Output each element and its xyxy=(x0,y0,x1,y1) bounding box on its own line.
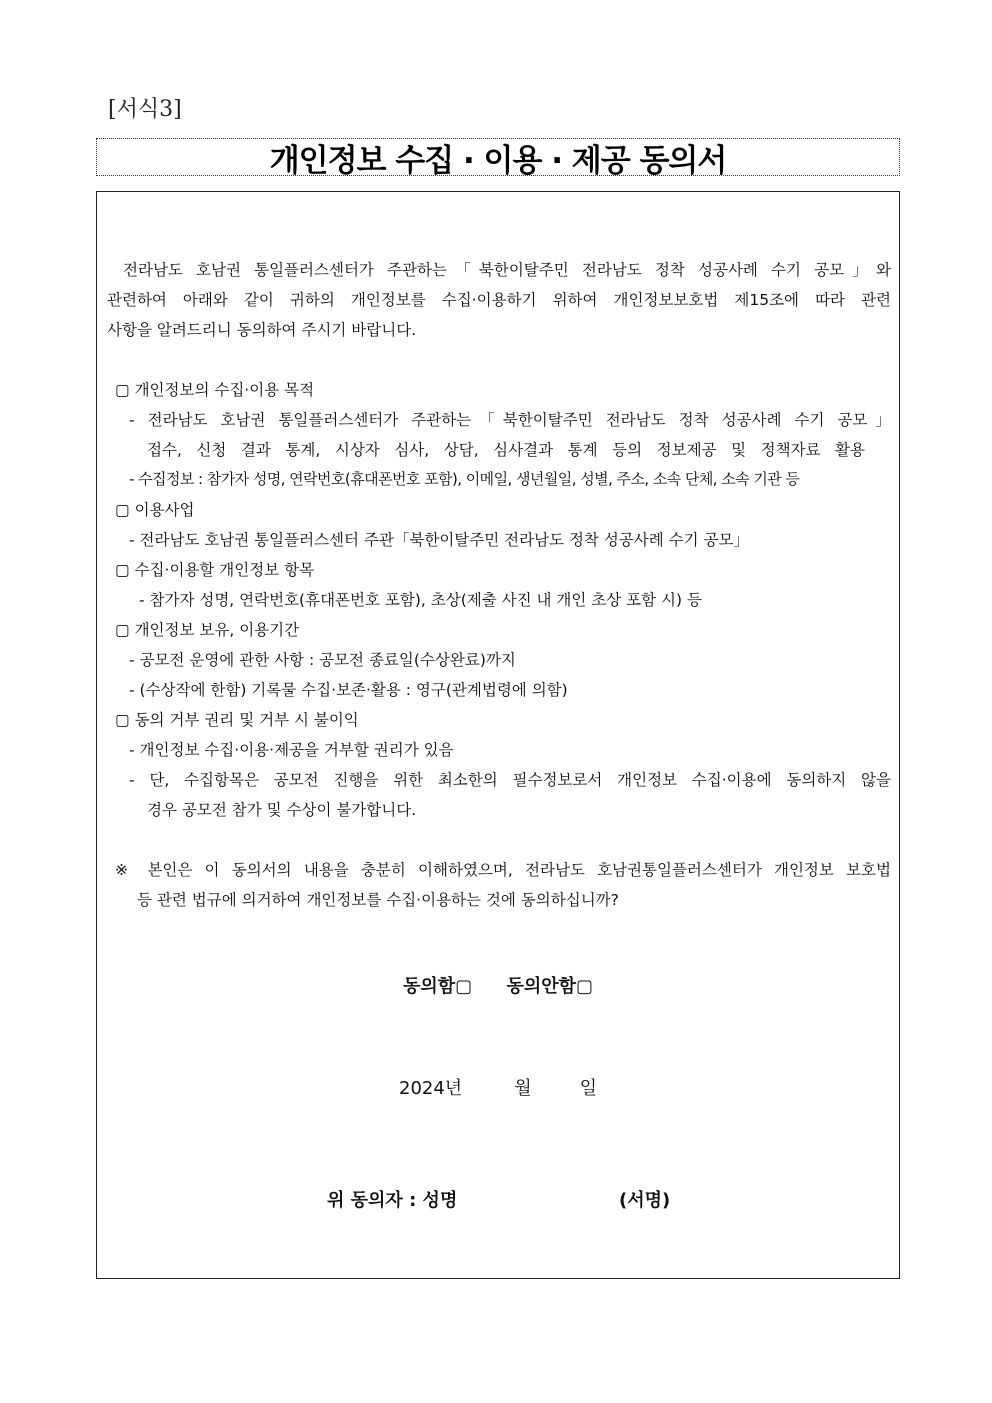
date-row xyxy=(97,1074,899,1100)
notice-line-2: 등 관련 법규에 의거하여 개인정보를 수집·이용하는 것에 동의하십니까? xyxy=(137,891,619,909)
intro-line-1: 전라남도 호남권 통일플러스센터가 주관하는「북한이탈주민 전라남도 정착 성공사례 수기 공모」와 xyxy=(123,261,891,279)
disagree-checkbox[interactable]: ▢ xyxy=(576,976,594,997)
section-refusal-item-1: - 개인정보 수집·이용·제공을 거부할 권리가 있음 xyxy=(129,741,454,759)
date-year: 2024년 xyxy=(399,1078,463,1099)
agree-option[interactable] xyxy=(403,972,472,998)
date-month: 월 xyxy=(514,1078,532,1099)
section-items-item-1: - 참가자 성명, 연락번호(휴대폰번호 포함), 초상(제출 사진 내 개인 초상 포함 시) 등 xyxy=(139,591,702,609)
consent-form-body xyxy=(96,191,900,1279)
section-retention-item-2: - (수상작에 한함) 기록물 수집·보존·활용 : 영구(관계법령에 의함) xyxy=(129,681,568,699)
document-title: 개인정보 수집 · 이용 · 제공 동의서 xyxy=(269,142,727,179)
section-purpose-item-1a: - 전라남도 호남권 통일플러스센터가 주관하는「북한이탈주민 전라남도 정착 성공사례 수기 공모」 xyxy=(129,411,891,429)
section-purpose-item-1b: 접수, 신청 결과 통계, 시상자 심사, 상담, 심사결과 통계 등의 정보제공 및 정책자료 활용 xyxy=(147,441,865,459)
disagree-label: 동의안함 xyxy=(506,976,576,997)
section-refusal-item-2b: 경우 공모전 참가 및 수상이 불가합니다. xyxy=(147,801,417,819)
disagree-option[interactable] xyxy=(506,972,593,998)
section-project-item-1: - 전라남도 호남권 통일플러스센터 주관「북한이탈주민 전라남도 정착 성공사례 수기 공모」 xyxy=(129,531,749,549)
form-number-label: [서식3] xyxy=(108,97,182,122)
section-items-heading: ▢ 수집·이용할 개인정보 항목 xyxy=(115,561,315,579)
section-refusal-item-2a: - 단, 수집항목은 공모전 진행을 위한 최소한의 필수정보로서 개인정보 수집·이용에 동의하지 않을 xyxy=(129,771,891,789)
title-box xyxy=(96,138,900,179)
section-project-heading: ▢ 이용사업 xyxy=(115,501,195,519)
intro-line-2: 관련하여 아래와 같이 귀하의 개인정보를 수집·이용하기 위하여 개인정보보호법 제15조에 따라 관련 xyxy=(107,291,891,309)
section-retention-heading: ▢ 개인정보 보유, 이용기간 xyxy=(115,621,300,639)
section-retention-item-1: - 공모전 운영에 관한 사항 : 공모전 종료일(수상완료)까지 xyxy=(129,651,516,669)
agree-label: 동의함 xyxy=(402,976,456,997)
section-purpose-heading: ▢ 개인정보의 수집·이용 목적 xyxy=(115,381,315,399)
consent-choice-row xyxy=(97,972,899,998)
signature-mark[interactable]: (서명) xyxy=(619,1190,671,1211)
date-day: 일 xyxy=(579,1078,597,1099)
section-purpose-item-2: - 수집정보 : 참가자 성명, 연락번호(휴대폰번호 포함), 이메일, 생년월일, 성별, 주소, 소속 단체, 소속 기관 등 xyxy=(129,470,800,488)
intro-line-3: 사항을 알려드리니 동의하여 주시기 바랍니다. xyxy=(107,321,417,339)
agree-checkbox[interactable]: ▢ xyxy=(455,976,473,997)
notice-line-1: ※ 본인은 이 동의서의 내용을 충분히 이해하였으며, 전라남도 호남권통일플러스센터가 개인정보 보호법 xyxy=(115,861,891,879)
section-refusal-heading: ▢ 동의 거부 권리 및 거부 시 불이익 xyxy=(115,711,359,729)
signature-label: 위 동의자 : 성명 xyxy=(327,1190,458,1211)
